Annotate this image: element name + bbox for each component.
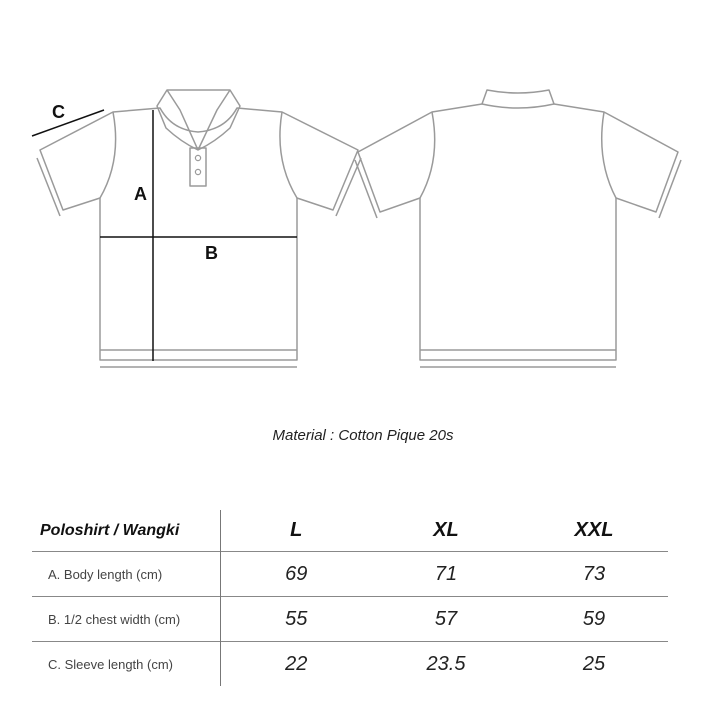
table-header-row — [32, 510, 668, 552]
front-left-cuff — [37, 158, 60, 216]
row-label: B. 1/2 chest width (cm) — [32, 597, 220, 642]
button-icon — [195, 169, 200, 174]
front-buttons — [195, 155, 200, 174]
back-right-cuff — [659, 160, 681, 218]
row-label: A. Body length (cm) — [32, 552, 220, 597]
size-xl-header: XL — [433, 519, 459, 541]
front-body-outline — [40, 108, 358, 360]
cell-value: 73 — [582, 562, 606, 585]
size-l-header: L — [290, 519, 303, 541]
table-row — [32, 642, 668, 687]
label-a: A — [134, 184, 147, 204]
row-label: C. Sleeve length (cm) — [32, 642, 220, 687]
cell-value: 69 — [285, 562, 308, 585]
back-collar — [482, 90, 554, 104]
size-xxl-header: XXL — [574, 519, 614, 541]
material-text: Material : Cotton Pique 20s — [272, 427, 454, 444]
front-placket — [190, 148, 206, 186]
cell-value: 23.5 — [426, 652, 466, 675]
cell-value: 57 — [434, 607, 458, 630]
cell-value: 55 — [285, 607, 308, 630]
back-right-armhole — [602, 112, 616, 198]
label-b: B — [205, 243, 218, 263]
table-row — [32, 552, 668, 597]
cell-value: 59 — [582, 607, 606, 630]
front-left-armhole — [100, 112, 116, 198]
back-left-cuff — [355, 160, 377, 218]
back-body-outline — [358, 104, 678, 360]
cell-value: 25 — [582, 652, 606, 675]
front-right-armhole — [280, 112, 297, 198]
back-left-armhole — [420, 112, 435, 198]
table-row — [32, 597, 668, 642]
button-icon — [195, 155, 200, 160]
front-shirt — [37, 90, 361, 367]
table-header-label: Poloshirt / Wangki — [32, 510, 220, 552]
measurement-lines — [32, 110, 297, 361]
cell-value: 22 — [285, 652, 308, 675]
cell-value: 71 — [434, 562, 458, 585]
size-table — [32, 510, 668, 686]
label-c: C — [52, 102, 65, 122]
back-shirt — [355, 90, 681, 367]
